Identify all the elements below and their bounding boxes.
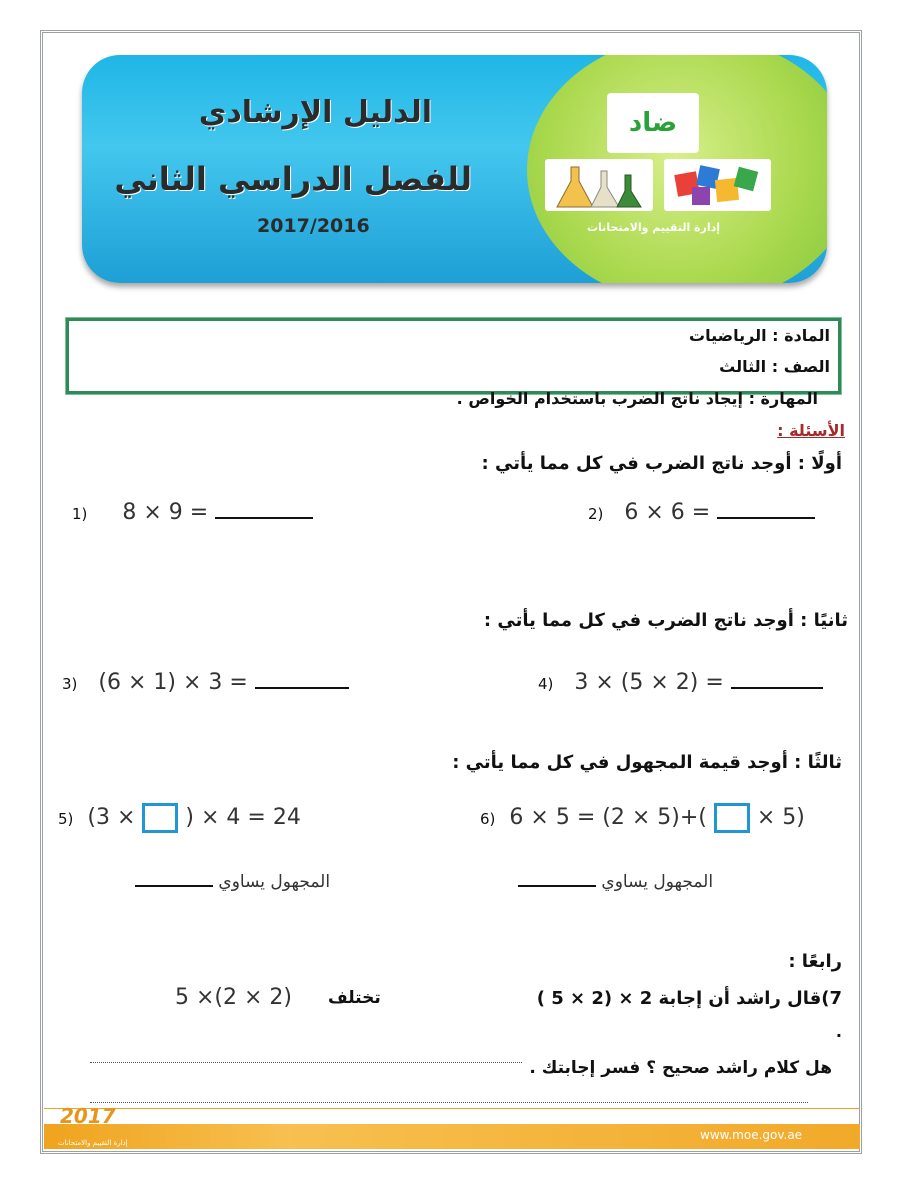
problem-5 [58, 803, 301, 833]
q7-statement: 7)قال راشد أن إجابة 2 × (2 × 5 ) [536, 988, 842, 1009]
problem-expression-left: (3 × [87, 805, 136, 830]
unknown-label: المجهول يساوي [601, 872, 714, 892]
answer-line[interactable] [135, 885, 213, 887]
problem-number: 6) [480, 810, 496, 828]
footer-url: www.moe.gov.ae [700, 1128, 803, 1142]
problem-number: 2) [588, 505, 604, 523]
problem-expression-right: × 5) [756, 805, 805, 830]
unknown-answer-5 [135, 872, 330, 892]
banner-department: إدارة التقييم والامتحانات [587, 221, 721, 234]
q7-question: هل كلام راشد صحيح ؟ فسر إجابتك . [523, 1058, 832, 1078]
math-cubes-image [664, 159, 771, 211]
section-fourth-heading: رابعًا : [788, 951, 842, 972]
problem-number: 3) [62, 675, 78, 693]
section-second-heading: ثانيًا : أوجد ناتج الضرب في كل مما يأتي : [483, 610, 848, 631]
problem-expression: 8 × 9 = [122, 500, 209, 525]
lab-flasks-image [545, 159, 653, 211]
banner-year: 2017/2016 [257, 215, 370, 237]
footer-year: 2017 [60, 1104, 116, 1128]
header-banner [82, 55, 827, 283]
q7-differs: تختلف [328, 988, 381, 1008]
skill-label: المهارة : إيجاد ناتج الضرب باستخدام الخواص . [456, 389, 818, 408]
unknown-answer-6 [518, 872, 713, 892]
problem-expression-left: 6 × 5 = (2 × 5)+( [509, 805, 707, 830]
problem-expression: 6 × 6 = [624, 500, 711, 525]
problem-number: 1) [72, 505, 88, 523]
problem-4 [538, 670, 823, 695]
answer-line[interactable] [518, 885, 596, 887]
problem-number: 4) [538, 675, 554, 693]
q7-dot: . [835, 1022, 842, 1041]
problem-2 [588, 500, 815, 525]
answer-line[interactable] [731, 687, 823, 689]
footer-rule [44, 1108, 860, 1109]
footer-department: إدارة التقييم والامتحانات [58, 1139, 128, 1147]
logo [607, 93, 699, 153]
grade-label: الصف : الثالث [719, 357, 830, 376]
section-first-heading: أولًا : أوجد ناتج الضرب في كل مما يأتي : [481, 453, 842, 474]
unknown-box[interactable] [714, 803, 750, 833]
problem-1 [72, 500, 313, 525]
answer-line[interactable] [215, 517, 313, 519]
section-third-heading: ثالثًا : أوجد قيمة المجهول في كل مما يأتي : [452, 752, 842, 773]
subject-label: المادة : الرياضيات [689, 326, 830, 345]
problem-3 [62, 670, 349, 695]
problem-expression: (6 × 1) × 3 = [98, 670, 248, 695]
problem-number: 5) [58, 810, 74, 828]
answer-line[interactable] [255, 687, 349, 689]
unknown-label: المجهول يساوي [218, 872, 331, 892]
problem-expression-right: ) × 4 = 24 [185, 805, 301, 830]
problem-expression: 3 × (5 × 2) = [574, 670, 724, 695]
logo-text: ضاد [628, 108, 678, 138]
answer-line[interactable] [717, 517, 815, 519]
questions-heading: الأسئلة : [777, 421, 845, 440]
problem-6 [480, 803, 805, 833]
banner-title: الدليل الإرشادي [198, 95, 432, 130]
banner-subtitle: للفصل الدراسي الثاني [114, 160, 472, 198]
answer-dotted-line[interactable] [90, 1102, 808, 1103]
q7-expression: 5 ×(2 × 2) [175, 985, 293, 1010]
unknown-box[interactable] [142, 803, 178, 833]
